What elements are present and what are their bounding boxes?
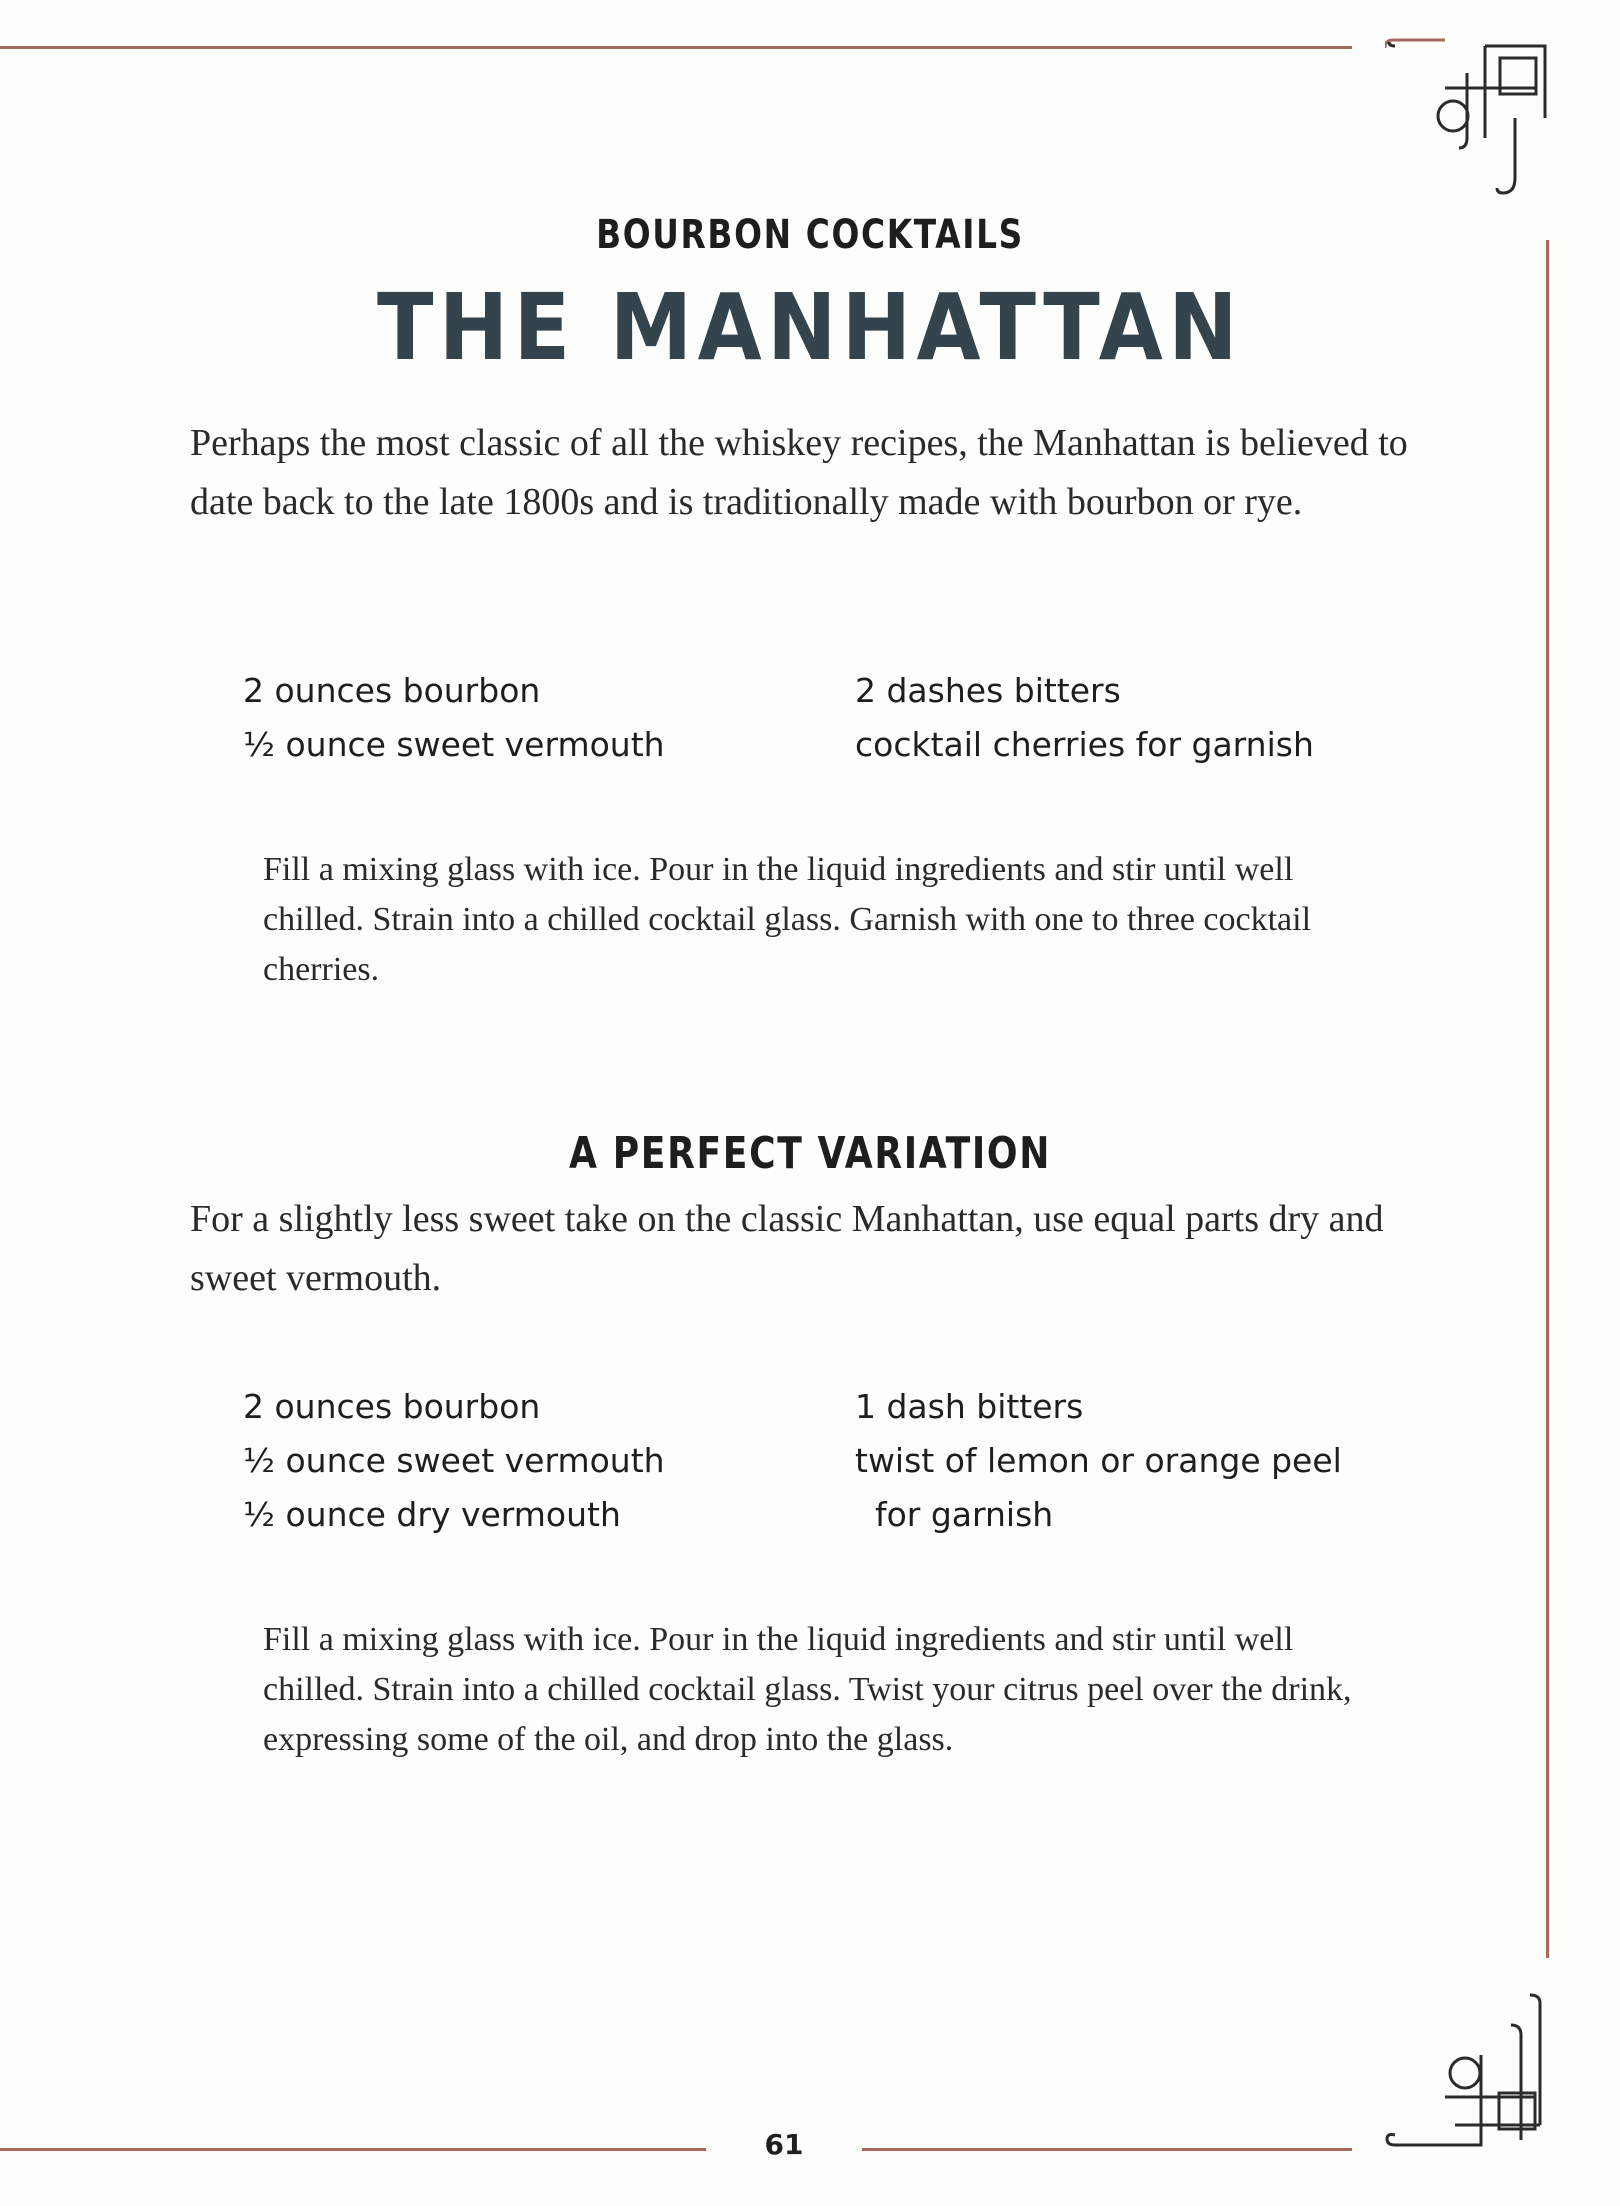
variation-ingredients-right bbox=[855, 1380, 1342, 1542]
page-number: 61 bbox=[764, 2128, 804, 2161]
ingredient-item: ½ ounce dry vermouth bbox=[243, 1495, 621, 1534]
variation-ingredients-left bbox=[243, 1380, 665, 1542]
top-rule bbox=[0, 46, 1352, 49]
ingredients-left bbox=[243, 664, 665, 772]
right-rule bbox=[1546, 240, 1549, 1958]
ingredient-item: twist of lemon or orange peel bbox=[855, 1441, 1342, 1480]
ingredient-item: 2 ounces bourbon bbox=[243, 671, 541, 710]
ingredient-item: cocktail cherries for garnish bbox=[855, 725, 1314, 764]
ingredient-item: ½ ounce sweet vermouth bbox=[243, 1441, 665, 1480]
recipe-method: Fill a mixing glass with ice. Pour in the liquid ingredients and stir until well chilled. Strain into a chilled cocktail glass. Garnish with one to three cocktail cherries. bbox=[263, 851, 1312, 988]
recipe-title: THE MANHATTAN bbox=[377, 274, 1243, 381]
section-label: BOURBON COCKTAILS bbox=[596, 212, 1024, 258]
ingredient-item: for garnish bbox=[875, 1495, 1054, 1534]
corner-ornament-top-icon bbox=[1385, 28, 1560, 203]
ingredient-item: 2 ounces bourbon bbox=[243, 1387, 541, 1426]
variation-title: A PERFECT VARIATION bbox=[568, 1128, 1052, 1179]
ingredient-item: ½ ounce sweet vermouth bbox=[243, 725, 665, 764]
ingredient-item: 2 dashes bitters bbox=[855, 671, 1121, 710]
variation-method: Fill a mixing glass with ice. Pour in the liquid ingredients and stir until well chilled. Strain into a chilled cocktail glass. Twist your citrus peel over the drink, expressing some of the oil, and drop into the glass. bbox=[263, 1621, 1352, 1758]
variation-intro: For a slightly less sweet take on the classic Manhattan, use equal parts dry and sweet vermouth. bbox=[190, 1198, 1384, 1299]
ingredient-item: 1 dash bitters bbox=[855, 1387, 1084, 1426]
ingredients-right bbox=[855, 664, 1314, 772]
recipe-intro: Perhaps the most classic of all the whiskey recipes, the Manhattan is believed to date back to the late 1800s and is traditionally made with bourbon or rye. bbox=[190, 422, 1408, 523]
